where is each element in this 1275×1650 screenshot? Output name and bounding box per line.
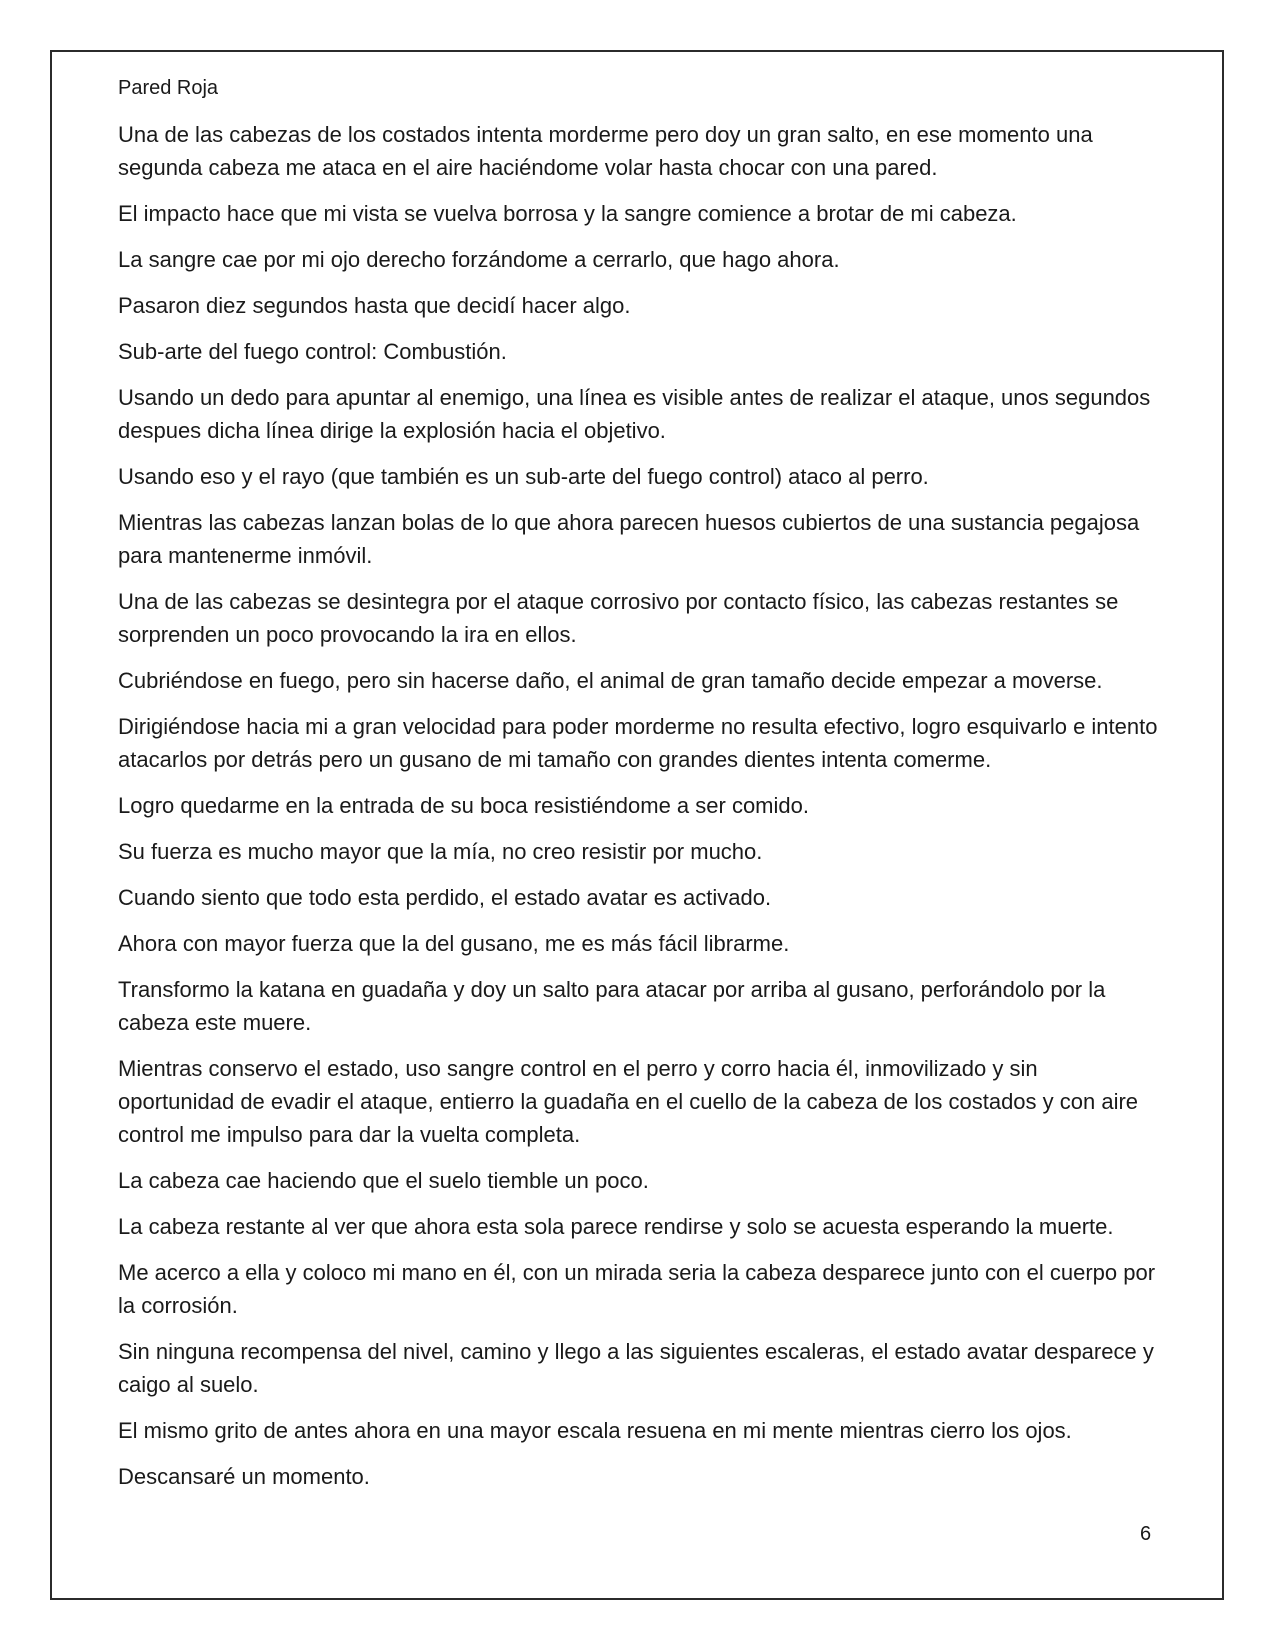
paragraph: Descansaré un momento. (118, 1464, 370, 1489)
paragraph: Ahora con mayor fuerza que la del gusano, me es más fácil librarme. (118, 931, 790, 956)
paragraph: Pasaron diez segundos hasta que decidí hacer algo. (118, 293, 631, 318)
paragraph: La cabeza restante al ver que ahora esta sola parece rendirse y solo se acuesta esperando la muerte. (118, 1214, 1114, 1239)
paragraph: Su fuerza es mucho mayor que la mía, no creo resistir por mucho. (118, 839, 763, 864)
paragraph: Sin ninguna recompensa del nivel, camino y llego a las siguientes escaleras, el estado avatar desparece y caigo al suelo. (118, 1339, 1154, 1397)
paragraph: Mientras conservo el estado, uso sangre control en el perro y corro hacia él, inmovilizado y sin oportunidad de evadir el ataque, entierro la guadaña en el cuello de la cabeza de los costados y con aire control me impulso para dar la vuelta completa. (118, 1056, 1139, 1147)
running-header: Pared Roja (118, 77, 219, 99)
paragraph: El mismo grito de antes ahora en una mayor escala resuena en mi mente mientras cierro los ojos. (118, 1418, 1072, 1443)
paragraph: La sangre cae por mi ojo derecho forzándome a cerrarlo, que hago ahora. (118, 247, 840, 272)
paragraph: Logro quedarme en la entrada de su boca resistiéndome a ser comido. (118, 793, 809, 818)
paragraph: Cubriéndose en fuego, pero sin hacerse daño, el animal de gran tamaño decide empezar a moverse. (118, 668, 1103, 693)
paragraph: Transformo la katana en guadaña y doy un salto para atacar por arriba al gusano, perforándolo por la cabeza este muere. (118, 977, 1106, 1035)
paragraph: La cabeza cae haciendo que el suelo tiemble un poco. (118, 1168, 649, 1193)
paragraph: El impacto hace que mi vista se vuelva borrosa y la sangre comience a brotar de mi cabeza. (118, 201, 1017, 226)
body-text (118, 118, 1158, 1506)
paragraph: Usando un dedo para apuntar al enemigo, una línea es visible antes de realizar el ataque, unos segundos despues dicha línea dirige la explosión hacia el objetivo. (118, 385, 1151, 443)
paragraph: Cuando siento que todo esta perdido, el estado avatar es activado. (118, 885, 772, 910)
paragraph: Usando eso y el rayo (que también es un sub-arte del fuego control) ataco al perro. (118, 464, 929, 489)
paragraph: Dirigiéndose hacia mi a gran velocidad para poder morderme no resulta efectivo, logro esquivarlo e intento atacarlos por detrás pero un gusano de mi tamaño con grandes dientes intenta comerme. (118, 714, 1158, 772)
page-number: 6 (1140, 1523, 1152, 1545)
paragraph: Una de las cabezas de los costados intenta morderme pero doy un gran salto, en ese momento una segunda cabeza me ataca en el aire haciéndome volar hasta chocar con una pared. (118, 122, 1093, 180)
paragraph: Una de las cabezas se desintegra por el ataque corrosivo por contacto físico, las cabezas restantes se sorprenden un poco provocando la ira en ellos. (118, 589, 1119, 647)
paragraph: Mientras las cabezas lanzan bolas de lo que ahora parecen huesos cubiertos de una sustancia pegajosa para mantenerme inmóvil. (118, 510, 1140, 568)
paragraph: Me acerco a ella y coloco mi mano en él, con un mirada seria la cabeza desparece junto con el cuerpo por la corrosión. (118, 1260, 1156, 1318)
paragraph: Sub-arte del fuego control: Combustión. (118, 339, 507, 364)
